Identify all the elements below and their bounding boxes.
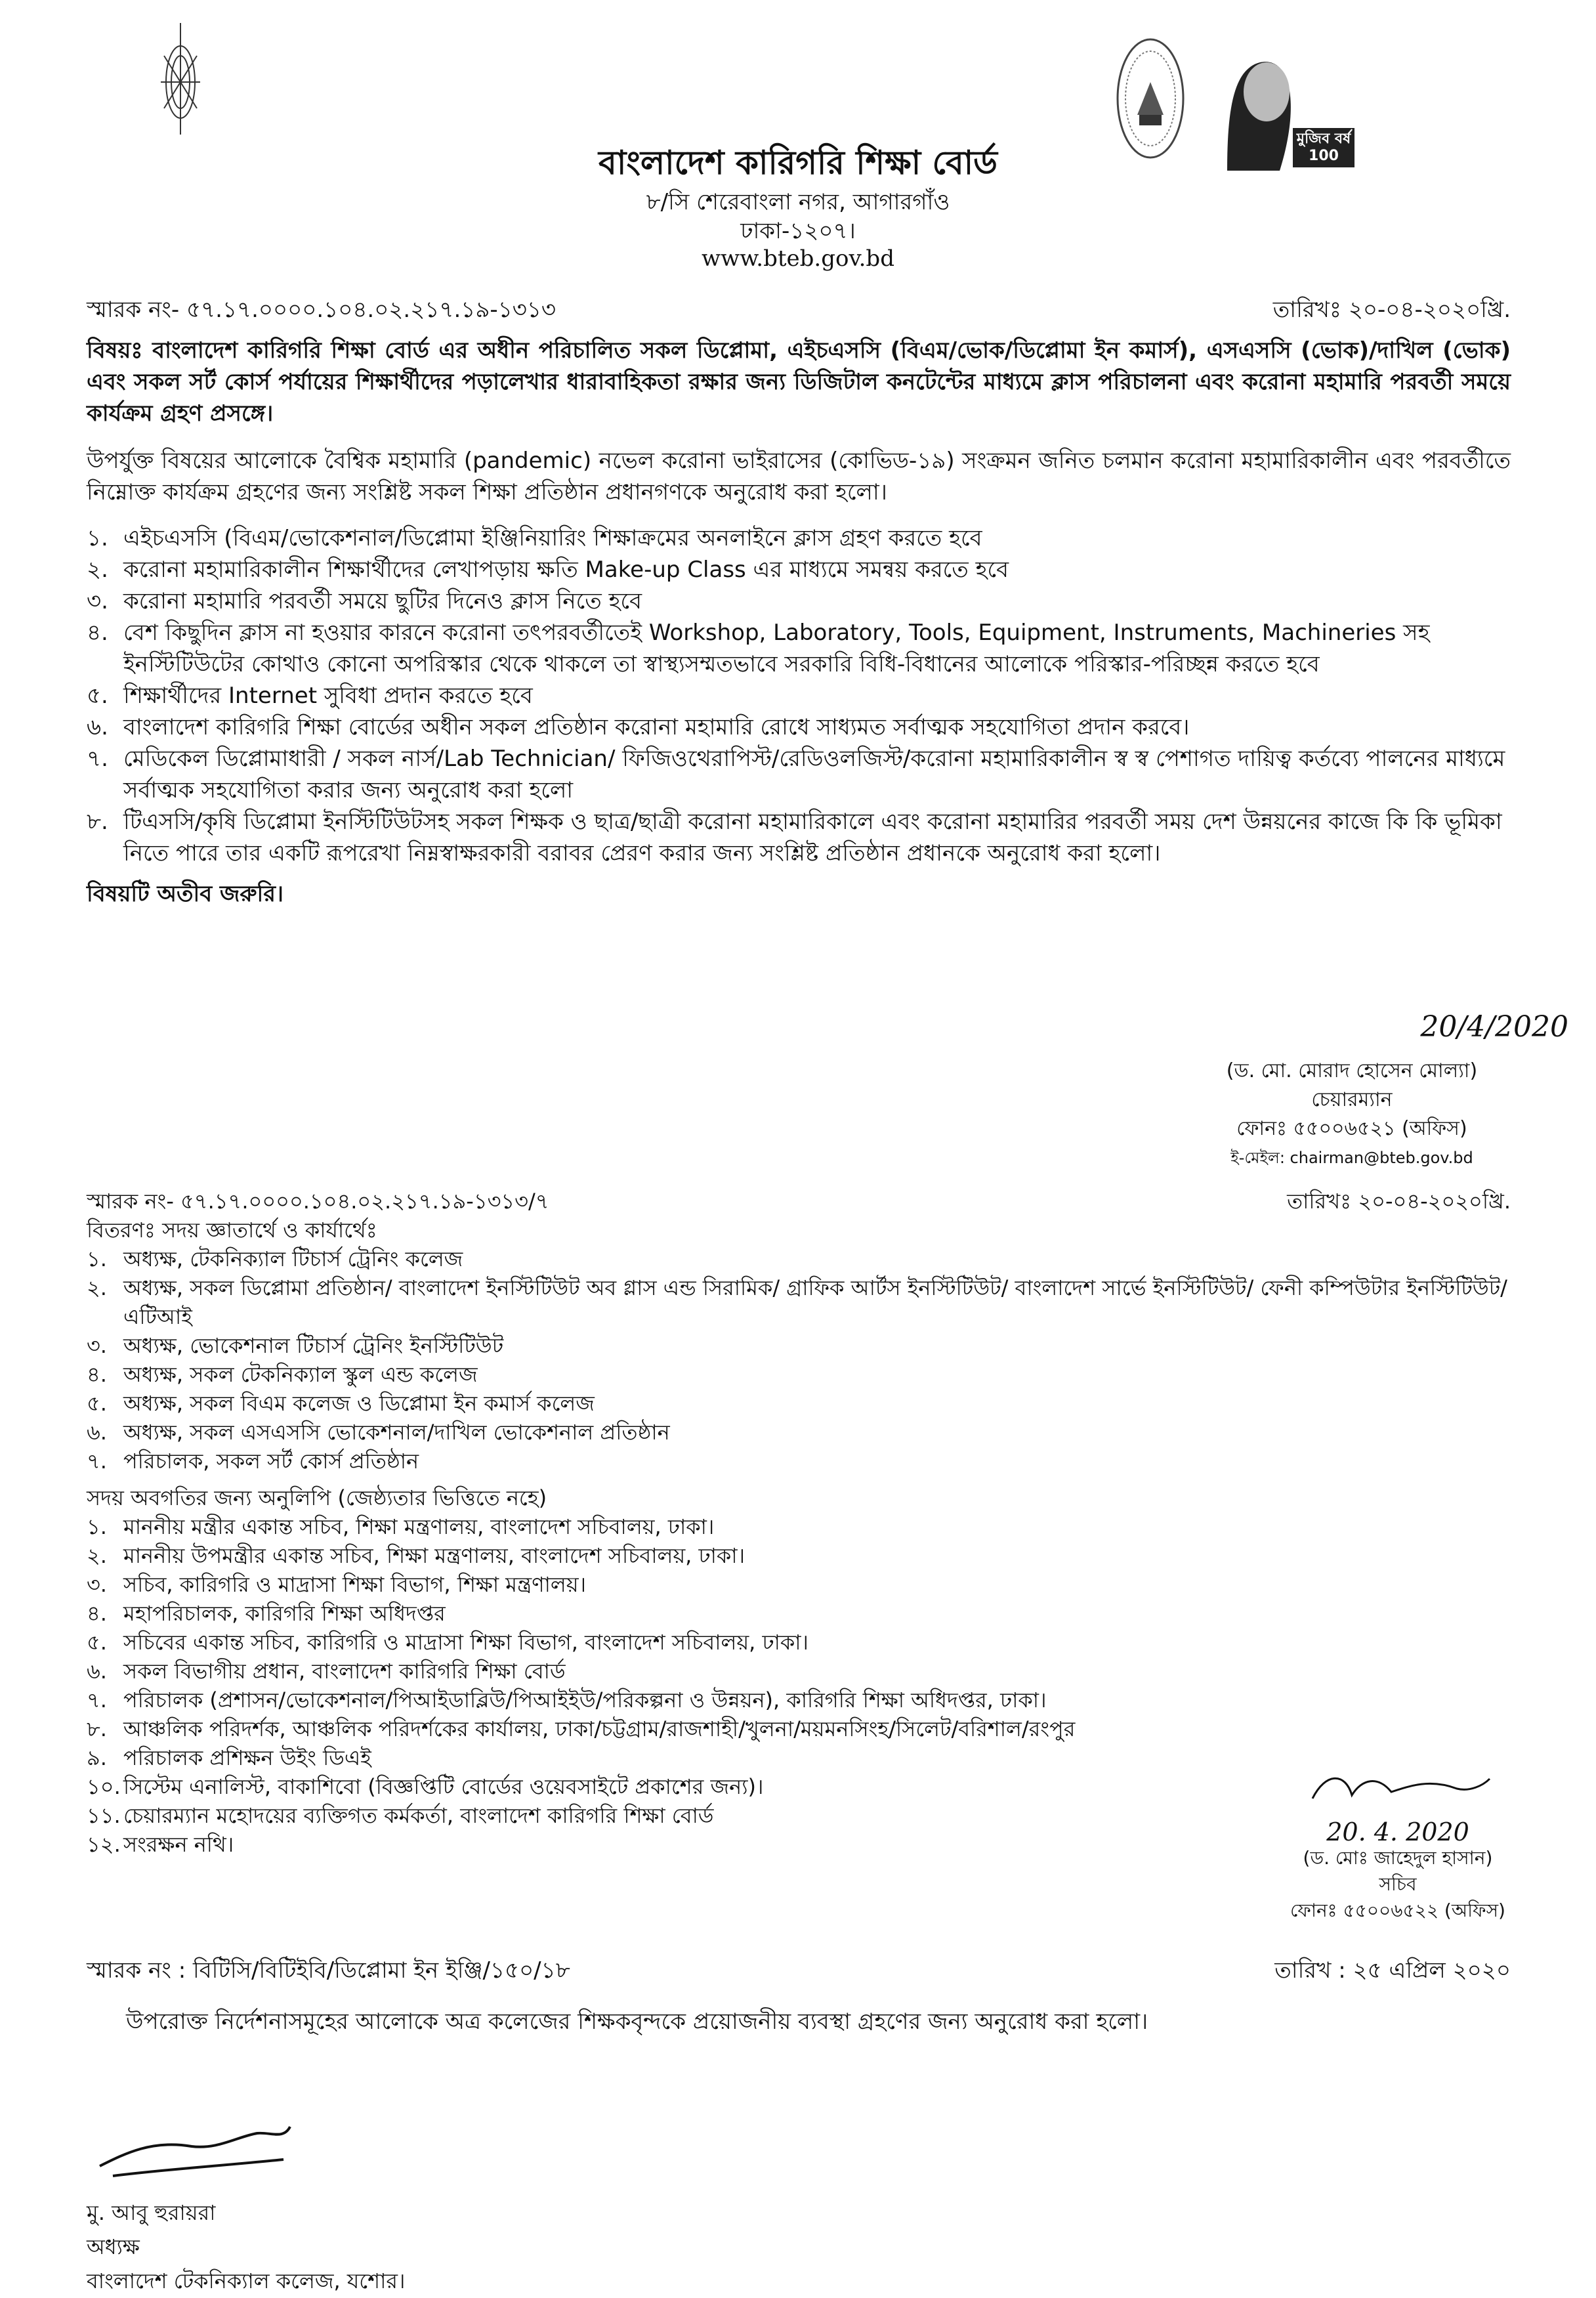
memo1-ref-row bbox=[87, 294, 1511, 326]
memo1-ref: স্মারক নং- ৫৭.১৭.০০০০.১০৪.০২.২১৭.১৯-১৩১৩ bbox=[87, 297, 556, 323]
list-item: ৪. বেশ কিছুদিন ক্লাস না হওয়ার কারনে করোনা তৎপরবর্তীতেই Workshop, Laboratory, Tools, Equipment, Instruments, Machineries সহ ইনস্টিটিউটের কোথাও কোনো অপরিস্কার থেকে থাকলে তা স্বাস্থ্যসম্মতভাবে সরকারি বিধি-বিধানের আলোকে পরিস্কার-পরিচ্ছন্ন করতে হবে bbox=[87, 620, 1430, 677]
memo2-date: তারিখঃ ২০-০৪-২০২০খ্রি. bbox=[1287, 1189, 1511, 1214]
memo1-subject: বিষয়ঃ বাংলাদেশ কারিগরি শিক্ষা বোর্ড এর অধীন পরিচালিত সকল ডিপ্লোমা, এইচএসসি (বিএম/ভোক/ডিপ্লোমা ইন কমার্স), এসএসসি (ভোক)/দাখিল (ভোক) এবং সকল সর্ট কোর্স পর্যায়ের শিক্ষার্থীদের পড়ালেখার ধারাবাহিকতা রক্ষার জন্য ডিজিটাল কনটেন্টের মাধ্যমে ক্লাস পরিচালনা এবং করোনা মহামারি পরবর্তী সময়ে কার্যক্রম গ্রহণ প্রসঙ্গে। bbox=[87, 337, 1511, 427]
list-item: ১. অধ্যক্ষ, টেকনিক্যাল টিচার্স ট্রেনিং কলেজ bbox=[87, 1246, 463, 1271]
memo1-action-list bbox=[87, 522, 1511, 869]
list-item: ৯. পরিচালক প্রশিক্ষন উইং ডিএই bbox=[87, 1745, 371, 1770]
bteb-emblem-icon bbox=[154, 16, 207, 135]
secretary-phone: ফোনঃ ৫৫০০৬৫২২ (অফিস) bbox=[1290, 1900, 1505, 1921]
list-item: ৭. পরিচালক (প্রশাসন/ভোকেশনাল/পিআইডাব্লিউ/পিআইইউ/পরিকল্পনা ও উন্নয়ন), কারিগরি শিক্ষা অধিদপ্তর, ঢাকা। bbox=[87, 1688, 1047, 1713]
list-item: ১২. সংরক্ষন নথি। bbox=[87, 1832, 234, 1857]
memo1-date: তারিখঃ ২০-০৪-২০২০খ্রি. bbox=[1272, 297, 1511, 323]
memo3-date: তারিখ : ২৫ এপ্রিল ২০২০ bbox=[1274, 1957, 1511, 1984]
list-item: ৭. মেডিকেল ডিপ্লোমাধারী / সকল নার্স/Lab Technician/ ফিজিওথেরাপিস্ট/রেডিওলজিস্ট/করোনা মহামারিকালীন স্ব স্ব পেশাগত দায়িত্ব কর্তব্যে পালনের মাধ্যমে সর্বাত্মক সহযোগিতা করার জন্য অনুরোধ করা হলো bbox=[87, 746, 1505, 803]
copy-list bbox=[87, 1512, 1255, 1859]
org-name: বাংলাদেশ কারিগরি শিক্ষা বোর্ড bbox=[598, 144, 998, 182]
list-item: ২. অধ্যক্ষ, সকল ডিপ্লোমা প্রতিষ্ঠান/ বাংলাদেশ ইনস্টিটিউট অব গ্লাস এন্ড সিরামিক/ গ্রাফিক আর্টস ইনস্টিটিউট/ বাংলাদেশ সার্ভে ইনস্টিটিউট/ ফেনী কম্পিউটার ইনস্টিটিউট/ এটিআই bbox=[87, 1275, 1507, 1329]
list-item: ১১. চেয়ারম্যান মহোদয়ের ব্যক্তিগত কর্মকর্তা, বাংলাদেশ কারিগরি শিক্ষা বোর্ড bbox=[87, 1803, 714, 1828]
address-line-1: ৮/সি শেরেবাংলা নগর, আগারগাঁও bbox=[646, 189, 950, 215]
list-item: ৬. সকল বিভাগীয় প্রধান, বাংলাদেশ কারিগরি শিক্ষা বোর্ড bbox=[87, 1659, 566, 1684]
principal-title: অধ্যক্ষ bbox=[87, 2234, 140, 2259]
list-item: ২. মাননীয় উপমন্ত্রীর একান্ত সচিব, শিক্ষা মন্ত্রণালয়, বাংলাদেশ সচিবালয়, ঢাকা। bbox=[87, 1543, 746, 1568]
memo3-ref: স্মারক নং : বিটিসি/বিটিইবি/ডিপ্লোমা ইন ইঞ্জি/১৫০/১৮ bbox=[87, 1957, 570, 1984]
list-item: ২. করোনা মহামারিকালীন শিক্ষার্থীদের লেখাপড়ায় ক্ষতি Make-up Class এর মাধ্যমে সমন্বয় করতে হবে bbox=[87, 557, 1009, 583]
list-item: ৪. মহাপরিচালক, কারিগরি শিক্ষা অধিদপ্তর bbox=[87, 1601, 446, 1626]
list-item: ৬. বাংলাদেশ কারিগরি শিক্ষা বোর্ডের অধীন সকল প্রতিষ্ঠান করোনা মহামারি রোধে সাধ্যমত সর্বাত্মক সহযোগিতা প্রদান করবে। bbox=[87, 714, 1190, 740]
list-item: ৫. সচিবের একান্ত সচিব, কারিগরি ও মাদ্রাসা শিক্ষা বিভাগ, বাংলাদেশ সচিবালয়, ঢাকা। bbox=[87, 1630, 809, 1655]
distribution-heading: বিতরণঃ সদয় জ্ঞাতার্থে ও কার্যার্থেঃ bbox=[87, 1218, 377, 1243]
list-item: ৪. অধ্যক্ষ, সকল টেকনিক্যাল স্কুল এন্ড কলেজ bbox=[87, 1362, 478, 1387]
list-item: ৮. টিএসসি/কৃষি ডিপ্লোমা ইনস্টিটিউটসহ সকল শিক্ষক ও ছাত্র/ছাত্রী করোনা মহামারিকালে এবং করোনা মহামারির পরবর্তী সময় দেশ উন্নয়নের কাজে কি কি ভূমিকা নিতে পারে তার একটি রূপরেখা নিম্নস্বাক্ষরকারী বরাবর প্রেরণ করার জন্য সংশ্লিষ্ট প্রতিষ্ঠান প্রধানকে অনুরোধ করা হলো। bbox=[87, 809, 1502, 866]
principal-org: বাংলাদেশ টেকনিক্যাল কলেজ, যশোর। bbox=[87, 2268, 406, 2293]
memo1-intro: উপর্যুক্ত বিষয়ের আলোকে বৈশ্বিক মহামারি (pandemic) নভেল করোনা ভাইরাসের (কোভিড-১৯) সংক্রমন জনিত চলমান করোনা মহামারিকালীন এবং পরবর্তীতে নিম্নোক্ত কার্যক্রম গ্রহণের জন্য সংশ্লিষ্ট সকল শিক্ষা প্রতিষ্ঠান প্রধানগণকে অনুরোধ করা হলো। bbox=[87, 448, 1511, 505]
chairman-title: চেয়ারম্যান bbox=[1311, 1088, 1393, 1111]
address-line-2: ঢাকা-১২০৭। bbox=[740, 218, 856, 244]
principal-signature bbox=[87, 2114, 303, 2186]
list-item: ১. এইচএসসি (বিএম/ভোকেশনাল/ডিপ্লোমা ইঞ্জিনিয়ারিং শিক্ষাক্রমের অনলাইনে ক্লাস গ্রহণ করতে হবে bbox=[87, 525, 982, 551]
list-item: ৩. অধ্যক্ষ, ভোকেশনাল টিচার্স ট্রেনিং ইনস্টিটিউট bbox=[87, 1333, 504, 1358]
list-item: ৩. সচিব, কারিগরি ও মাদ্রাসা শিক্ষা বিভাগ, শিক্ষা মন্ত্রণালয়। bbox=[87, 1572, 587, 1597]
chairman-phone: ফোনঃ ৫৫০০৬৫২১ (অফিস) bbox=[1236, 1117, 1467, 1140]
website-link[interactable]: www.bteb.gov.bd bbox=[702, 245, 894, 272]
list-item: ১০. সিস্টেম এনালিস্ট, বাকাশিবো (বিজ্ঞপ্তিটি বোর্ডের ওয়েবসাইটে প্রকাশের জন্য)। bbox=[87, 1774, 764, 1799]
chairman-email: ই-মেইল: chairman@bteb.gov.bd bbox=[1230, 1149, 1473, 1167]
list-item: ৮. আঞ্চলিক পরিদর্শক, আঞ্চলিক পরিদর্শকের কার্যালয়, ঢাকা/চট্টগ্রাম/রাজশাহী/খুলনা/ময়মনসিংহ/সিলেট/বরিশাল/রংপুর bbox=[87, 1716, 1076, 1741]
memo2-ref: স্মারক নং- ৫৭.১৭.০০০০.১০৪.০২.২১৭.১৯-১৩১৩/৭ bbox=[87, 1189, 549, 1214]
list-item: ৫. শিক্ষার্থীদের Internet সুবিধা প্রদান করতে হবে bbox=[87, 683, 533, 709]
secretary-signature bbox=[1299, 1766, 1496, 1812]
mujib-logo-text: মুজিব বর্ষ 100 bbox=[1293, 128, 1354, 167]
chairman-signature: 20/4/2020 bbox=[1420, 1010, 1568, 1044]
list-item: ৫. অধ্যক্ষ, সকল বিএম কলেজ ও ডিপ্লোমা ইন কমার্স কলেজ bbox=[87, 1391, 595, 1416]
secretary-name: (ড. মোঃ জাহেদুল হাসান) bbox=[1303, 1847, 1493, 1869]
chairman-name: (ড. মো. মোরাদ হোসেন মোল্যা) bbox=[1226, 1059, 1478, 1082]
list-item: ৩. করোনা মহামারি পরবর্তী সময়ে ছুটির দিনেও ক্লাস নিতে হবে bbox=[87, 588, 642, 614]
principal-name: মু. আবু হুরায়রা bbox=[87, 2200, 216, 2225]
list-item: ৭. পরিচালক, সকল সর্ট কোর্স প্রতিষ্ঠান bbox=[87, 1449, 419, 1474]
list-item: ৬. অধ্যক্ষ, সকল এসএসসি ভোকেশনাল/দাখিল ভোকেশনাল প্রতিষ্ঠান bbox=[87, 1420, 670, 1445]
urgent-note: বিষয়টি অতীব জরুরি। bbox=[87, 881, 284, 907]
copy-heading: সদয় অবগতির জন্য অনুলিপি (জেষ্ঠ্যতার ভিত্তিতে নহে) bbox=[87, 1485, 547, 1510]
secretary-title: সচিব bbox=[1379, 1873, 1417, 1895]
list-item: ১. মাননীয় মন্ত্রীর একান্ত সচিব, শিক্ষা মন্ত্রণালয়, বাংলাদেশ সচিবালয়, ঢাকা। bbox=[87, 1514, 715, 1539]
memo3-body: উপরোক্ত নির্দেশনাসমূহের আলোকে অত্র কলেজের শিক্ষকবৃন্দকে প্রয়োজনীয় ব্যবস্থা গ্রহণের জন্য অনুরোধ করা হলো। bbox=[126, 2009, 1148, 2035]
secretary-signature-date: 20. 4. 2020 bbox=[1326, 1818, 1469, 1846]
distribution-list bbox=[87, 1245, 1511, 1476]
